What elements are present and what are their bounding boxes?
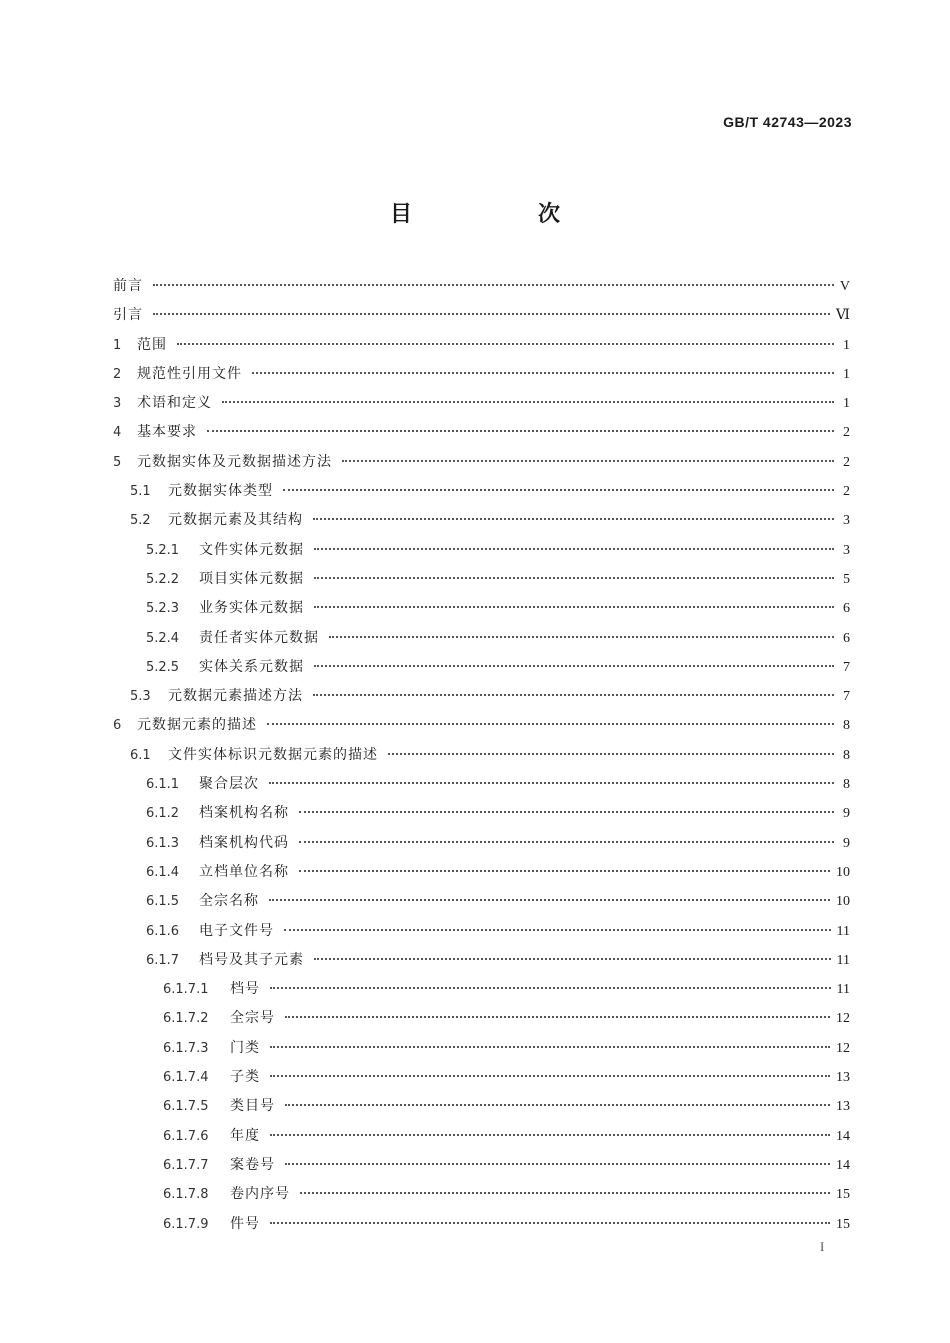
toc-leader-dots [252,372,834,374]
toc-entry-number: 6.1.5 [146,894,180,910]
toc-entry-page: 3 [843,542,850,558]
toc-leader-dots [314,548,834,550]
toc-entry[interactable] [113,477,850,506]
toc-entry-page: 7 [843,689,850,705]
toc-entry-label: 档号 [230,981,260,998]
toc-entry-page: 14 [836,1157,850,1173]
toc-entry[interactable] [113,536,850,565]
table-of-contents [113,272,850,1239]
toc-entry[interactable] [113,829,850,858]
toc-entry-page: 8 [843,777,850,793]
toc-entry-number: 6.1.7.2 [163,1011,209,1027]
toc-leader-dots [270,1046,830,1048]
toc-entry[interactable] [113,858,850,887]
toc-entry-page: 9 [843,835,850,851]
toc-entry-page: 11 [836,982,850,998]
toc-entry-label: 业务实体元数据 [199,600,304,617]
toc-entry-label: 全宗号 [230,1010,275,1027]
toc-leader-dots [329,636,834,638]
toc-entry-label: 档案机构代码 [199,834,289,851]
toc-entry[interactable] [113,770,850,799]
toc-leader-dots [314,606,834,608]
toc-entry[interactable] [113,1122,850,1151]
toc-entry-page: 2 [843,425,850,441]
toc-entry-number: 5.2.5 [146,659,180,675]
toc-entry-label: 电子文件号 [199,922,274,939]
page-number: I [820,1239,825,1254]
toc-entry-page: 15 [836,1187,850,1203]
toc-entry-label: 术语和定义 [137,395,212,412]
toc-leader-dots [285,1016,830,1018]
toc-leader-dots [269,782,834,784]
toc-entry-page: 12 [836,1011,850,1027]
toc-leader-dots [299,870,830,872]
toc-entry-number: 6.1 [130,747,151,763]
toc-entry-label: 范围 [137,336,167,353]
toc-entry-label: 聚合层次 [199,776,259,793]
toc-entry-page: 14 [836,1128,850,1144]
toc-entry[interactable] [113,389,850,418]
toc-leader-dots [314,577,834,579]
toc-leader-dots [285,1104,830,1106]
toc-entry-number: 3 [113,396,122,412]
toc-entry-page: 13 [836,1099,850,1115]
toc-entry-number: 5.3 [130,689,151,705]
toc-entry[interactable] [113,272,850,301]
toc-entry-page: Ⅵ [835,308,850,324]
toc-leader-dots [270,1222,830,1224]
toc-entry-number: 5.2.4 [146,630,180,646]
toc-entry[interactable] [113,1210,850,1239]
toc-leader-dots [270,1075,830,1077]
toc-entry[interactable] [113,331,850,360]
toc-entry-page: 2 [843,484,850,500]
toc-entry-page: 12 [836,1040,850,1056]
toc-entry-label: 档号及其子元素 [199,951,304,968]
toc-entry[interactable] [113,565,850,594]
toc-entry-page: 10 [836,864,850,880]
toc-entry-number: 6.1.6 [146,923,180,939]
toc-leader-dots [153,284,834,286]
toc-entry-label: 档案机构名称 [199,805,289,822]
toc-entry-page: 9 [843,806,850,822]
toc-leader-dots [314,958,831,960]
toc-entry[interactable] [113,1034,850,1063]
toc-entry[interactable] [113,1092,850,1121]
toc-entry-page: 11 [836,923,850,939]
toc-entry-label: 项目实体元数据 [199,570,304,587]
toc-entry[interactable] [113,506,850,535]
toc-entry-label: 卷内序号 [230,1186,290,1203]
toc-entry-page: V [839,279,850,294]
toc-leader-dots [207,430,834,432]
toc-entry[interactable] [113,1180,850,1209]
toc-entry-label: 全宗名称 [199,893,259,910]
toc-entry-number: 6.1.7 [146,952,180,968]
toc-entry-number: 6.1.1 [146,777,180,793]
toc-entry-number: 5.2.1 [146,542,180,558]
toc-entry-number: 5.2 [130,513,151,529]
toc-entry[interactable] [113,624,850,653]
toc-entry-page: 6 [843,601,850,617]
toc-entry-page: 11 [836,952,850,968]
toc-entry-page: 8 [843,718,850,734]
toc-entry[interactable] [113,301,850,330]
toc-entry[interactable] [113,1063,850,1092]
toc-leader-dots [284,929,831,931]
toc-entry-number: 5 [113,454,122,470]
toc-entry-page: 2 [843,454,850,470]
toc-entry-label: 元数据实体及元数据描述方法 [137,453,332,470]
toc-entry[interactable] [113,360,850,389]
toc-entry-label: 前言 [113,278,143,294]
toc-leader-dots [267,723,834,725]
toc-leader-dots [285,1163,830,1165]
toc-entry-page: 3 [843,513,850,529]
toc-leader-dots [313,518,834,520]
toc-entry-label: 元数据元素描述方法 [168,688,303,705]
toc-entry-page: 1 [843,366,850,382]
toc-entry[interactable] [113,975,850,1004]
toc-entry-number: 6.1.7.1 [163,982,209,998]
toc-entry-number: 6.1.7.8 [163,1187,209,1203]
toc-leader-dots [342,460,834,462]
toc-entry-label: 年度 [230,1127,260,1144]
toc-entry-number: 5.2.2 [146,571,180,587]
toc-leader-dots [314,665,834,667]
toc-entry-number: 6.1.3 [146,835,180,851]
toc-entry-page: 6 [843,630,850,646]
toc-entry-number: 5.2.3 [146,601,180,617]
toc-entry[interactable] [113,946,850,975]
toc-entry[interactable] [113,448,850,477]
toc-entry-label: 类目号 [230,1098,275,1115]
toc-entry-label: 基本要求 [137,424,197,441]
toc-entry-number: 5.1 [130,484,151,500]
toc-leader-dots [270,1134,830,1136]
toc-entry[interactable] [113,711,850,740]
toc-entry-label: 元数据实体类型 [168,483,273,500]
toc-entry-number: 1 [113,337,122,353]
toc-entry[interactable] [113,741,850,770]
toc-entry-label: 元数据元素的描述 [137,717,257,734]
toc-entry-page: 1 [843,396,850,412]
toc-leader-dots [153,313,830,315]
toc-entry-number: 6.1.7.7 [163,1157,209,1173]
toc-entry-label: 实体关系元数据 [199,658,304,675]
toc-entry-number: 4 [113,425,122,441]
toc-entry-label: 规范性引用文件 [137,365,242,382]
toc-leader-dots [300,1192,830,1194]
toc-entry-number: 6.1.7.9 [163,1216,209,1232]
toc-entry[interactable] [113,418,850,447]
toc-entry-number: 6 [113,718,122,734]
toc-entry-label: 文件实体标识元数据元素的描述 [168,746,378,763]
toc-entry-number: 6.1.7.3 [163,1040,209,1056]
toc-leader-dots [270,987,831,989]
toc-entry-number: 6.1.7.4 [163,1070,209,1086]
toc-entry-label: 子类 [230,1069,260,1086]
toc-leader-dots [177,343,834,345]
toc-entry-page: 13 [836,1070,850,1086]
toc-entry[interactable] [113,917,850,946]
toc-entry-number: 6.1.4 [146,864,180,880]
toc-entry-page: 5 [843,571,850,587]
toc-entry-label: 责任者实体元数据 [199,629,319,646]
toc-leader-dots [299,811,834,813]
toc-entry-label: 案卷号 [230,1156,275,1173]
toc-entry[interactable] [113,1151,850,1180]
toc-entry[interactable] [113,682,850,711]
toc-entry[interactable] [113,653,850,682]
toc-entry-number: 6.1.7.5 [163,1099,209,1115]
toc-entry-label: 文件实体元数据 [199,541,304,558]
toc-entry-label: 立档单位名称 [199,863,289,880]
toc-entry[interactable] [113,1004,850,1033]
toc-entry-page: 8 [843,747,850,763]
toc-entry[interactable] [113,799,850,828]
toc-entry-label: 件号 [230,1215,260,1232]
toc-entry-page: 1 [843,337,850,353]
toc-entry-number: 2 [113,366,122,382]
toc-entry-number: 6.1.7.6 [163,1128,209,1144]
page-title: 目 次 [389,202,612,227]
toc-leader-dots [269,899,830,901]
toc-entry-label: 引言 [113,307,143,324]
toc-entry-label: 门类 [230,1039,260,1056]
toc-entry[interactable] [113,887,850,916]
toc-entry-label: 元数据元素及其结构 [168,512,303,529]
toc-leader-dots [222,401,834,403]
toc-entry-page: 15 [836,1216,850,1232]
toc-entry[interactable] [113,594,850,623]
toc-entry-page: 10 [836,894,850,910]
toc-entry-number: 6.1.2 [146,806,180,822]
toc-leader-dots [313,694,834,696]
standard-code: GB/T 42743—2023 [723,114,852,130]
toc-leader-dots [283,489,834,491]
toc-leader-dots [299,841,834,843]
toc-entry-page: 7 [843,659,850,675]
toc-leader-dots [388,753,834,755]
